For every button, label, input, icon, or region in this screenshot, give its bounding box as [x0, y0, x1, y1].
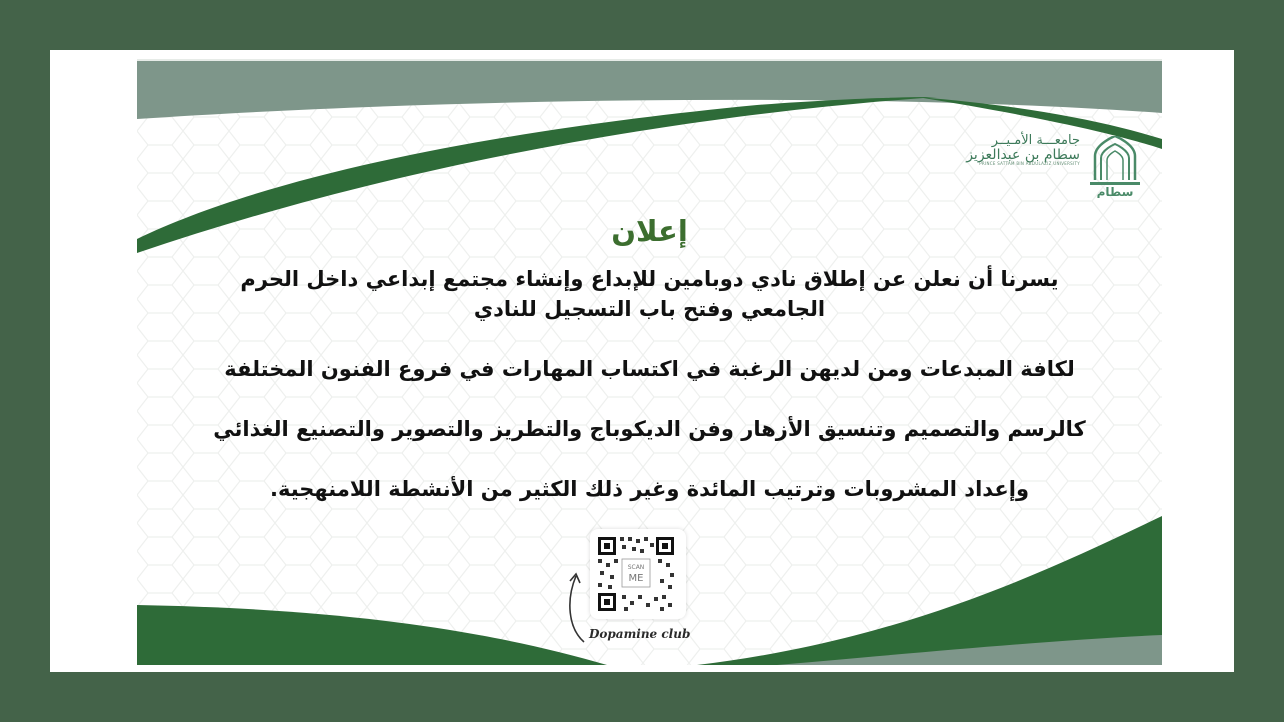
- announcement-paragraph-1-line-2: الجامعي وفتح باب التسجيل للنادي: [473, 297, 826, 321]
- dopamine-club-caption: Dopamine club: [589, 627, 691, 641]
- announcement-title: إعلان: [611, 214, 688, 248]
- university-name-english: PRINCE SATTAM BIN ABDULAZIZ UNIVERSITY: [979, 161, 1080, 167]
- university-name: [966, 134, 1080, 167]
- announcement-paragraph-4: وإعداد المشروبات وترتيب المائدة وغير ذلك الكثير من الأنشطة اللامنهجية.: [270, 477, 1029, 501]
- qr-scan-label: SCAN: [627, 564, 645, 571]
- university-emblem-text: سطام: [1096, 185, 1134, 198]
- university-name-line1: جامعـــة الأمـيــر: [991, 133, 1080, 148]
- announcement-paragraph-2: لكافة المبدعات ومن لديهن الرغبة في اكتساب المهارات في فروع الفنون المختلفة: [224, 357, 1075, 381]
- qr-code-icon[interactable]: [596, 535, 676, 613]
- qr-me-label: ME: [628, 573, 644, 584]
- curved-arrow-icon: [562, 566, 592, 646]
- qr-code-card[interactable]: [590, 529, 686, 619]
- university-emblem-icon: [1090, 136, 1140, 198]
- announcement-slide: [137, 59, 1162, 665]
- university-logo: [930, 134, 1140, 204]
- announcement-paragraph-1: [157, 264, 1142, 324]
- university-name-line2: سطام بن عبدالعزيز: [966, 146, 1080, 163]
- announcement-paragraph-1-line-1: يسرنا أن نعلن عن إطلاق نادي دوبامين للإبداع وإنشاء مجتمع إبداعي داخل الحرم: [240, 267, 1059, 291]
- announcement-paragraph-3: كالرسم والتصميم وتنسيق الأزهار وفن الديكوباج والتطريز والتصوير والتصنيع الغذائي: [213, 417, 1086, 441]
